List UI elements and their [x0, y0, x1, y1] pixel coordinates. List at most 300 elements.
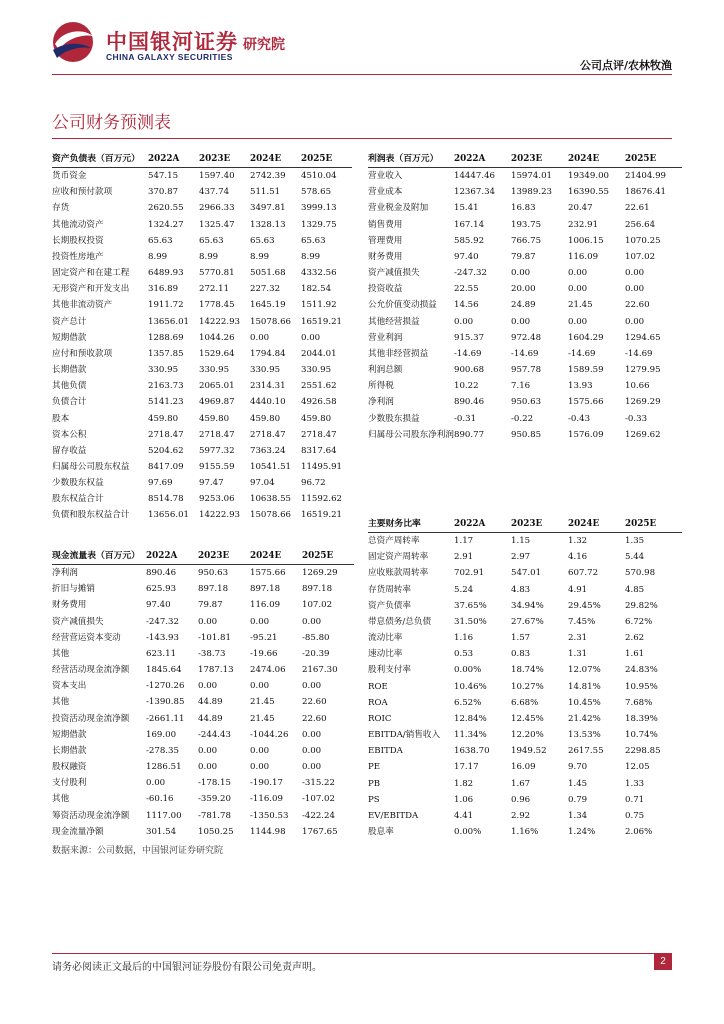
row-label: 资产减值损失	[368, 268, 420, 279]
cell-value: 972.48	[511, 332, 542, 343]
cell-value: 0.00	[454, 316, 474, 327]
cell-value: -1390.85	[146, 697, 185, 708]
column-header: 2024E	[250, 151, 301, 168]
cell-value: 20.47	[568, 203, 593, 214]
cell-value: 193.75	[511, 219, 542, 230]
table-row	[368, 233, 682, 249]
row-label: 投资活动现金流净额	[52, 713, 130, 724]
row-label: EV/EBITDA	[368, 810, 419, 821]
cell-value: 21.45	[568, 300, 593, 311]
row-label: 净利润	[368, 397, 394, 408]
row-label: 长期借款	[52, 365, 87, 376]
cell-value: 0.53	[454, 649, 474, 660]
table-row	[368, 630, 682, 646]
cell-value: 2742.39	[250, 171, 286, 182]
cell-value: 897.18	[250, 584, 281, 595]
cell-value: 3999.13	[301, 203, 337, 214]
cell-value: 7.45%	[568, 616, 596, 627]
table-row	[368, 727, 682, 743]
cell-value: 2.97	[511, 552, 531, 563]
cell-value: -1270.26	[146, 681, 185, 692]
cell-value: 34.94%	[511, 600, 544, 611]
row-label: 速动比率	[368, 649, 403, 660]
row-label: 留存收益	[52, 445, 87, 456]
logo-chinese-name: 中国银河证券	[106, 30, 238, 54]
row-label: 投资收益	[368, 284, 403, 295]
cell-value: 24.89	[511, 300, 536, 311]
cell-value: 6.72%	[625, 616, 653, 627]
cell-value: 1.45	[568, 778, 588, 789]
row-label: ROE	[368, 681, 388, 692]
cell-value: 0.00	[302, 729, 322, 740]
cell-value: 2551.62	[301, 381, 337, 392]
cell-value: -116.09	[250, 794, 283, 805]
cell-value: 2314.31	[250, 381, 286, 392]
cell-value: 7.68%	[625, 697, 653, 708]
cell-value: 0.00	[250, 332, 270, 343]
row-label: 其他	[52, 794, 70, 805]
cell-value: 65.63	[148, 235, 173, 246]
table-row	[368, 330, 682, 346]
cell-value: 16390.55	[568, 187, 610, 198]
table-row	[52, 443, 352, 459]
cell-value: 29.45%	[568, 600, 601, 611]
cell-value: 169.00	[146, 729, 177, 740]
cell-value: 6489.93	[148, 268, 184, 279]
cell-value: 97.40	[146, 600, 171, 611]
cell-value: 2.92	[511, 810, 531, 821]
cell-value: 10.27%	[511, 681, 544, 692]
cell-value: 915.37	[454, 332, 485, 343]
table-row	[52, 427, 352, 443]
cell-value: 232.91	[568, 219, 599, 230]
report-type: 公司点评/农林牧渔	[579, 59, 672, 72]
cell-value: -190.17	[250, 778, 283, 789]
cell-value: 625.93	[146, 584, 177, 595]
cell-value: 0.00	[568, 284, 588, 295]
row-label: 投资性房地产	[52, 251, 104, 262]
cell-value: 0.00	[511, 268, 531, 279]
row-label: 所得税	[368, 381, 394, 392]
cell-value: 22.60	[302, 713, 327, 724]
cell-value: 19349.00	[568, 171, 610, 182]
cell-value: 2718.47	[301, 429, 337, 440]
cell-value: 97.47	[199, 478, 224, 489]
cell-value: 459.80	[301, 413, 332, 424]
cell-value: 22.55	[454, 284, 479, 295]
table-row	[52, 233, 352, 249]
table-row	[368, 582, 682, 598]
row-label: 公允价值变动损益	[368, 300, 437, 311]
cell-value: 0.00	[302, 762, 322, 773]
cell-value: 459.80	[148, 413, 179, 424]
cell-value: 1070.25	[625, 235, 661, 246]
cell-value: -0.43	[568, 413, 591, 424]
table-row	[52, 775, 354, 791]
column-header: 2025E	[625, 151, 682, 168]
row-label: 短期借款	[52, 729, 87, 740]
cell-value: 5977.32	[199, 445, 235, 456]
cell-value: 256.64	[625, 219, 656, 230]
cell-value: 511.51	[250, 187, 281, 198]
row-label: 长期股权投资	[52, 235, 104, 246]
row-label: 资产减值损失	[52, 616, 104, 627]
cell-value: 2163.73	[148, 381, 184, 392]
row-label: 其他负债	[52, 381, 87, 392]
cell-value: 13989.23	[511, 187, 553, 198]
source-note: 数据来源：公司数据，中国银河证券研究院	[52, 846, 224, 856]
cell-value: 44.89	[198, 697, 223, 708]
cell-value: 6.68%	[511, 697, 539, 708]
cell-value: 0.00	[568, 268, 588, 279]
row-label: 净利润	[52, 568, 78, 579]
cell-value: -143.93	[146, 632, 179, 643]
table-row	[52, 565, 354, 582]
cell-value: -0.22	[511, 413, 534, 424]
row-label: 资本支出	[52, 681, 87, 692]
cell-value: 459.80	[250, 413, 281, 424]
cell-value: 585.92	[454, 235, 485, 246]
table-row	[52, 630, 354, 646]
cell-value: 65.63	[301, 235, 326, 246]
table-row	[52, 200, 352, 216]
column-header: 2022A	[454, 151, 511, 168]
row-label: 销售费用	[368, 219, 403, 230]
cell-value: 10.95%	[625, 681, 658, 692]
cell-value: 0.00	[198, 681, 218, 692]
table-row	[368, 565, 682, 581]
cell-value: -95.21	[250, 632, 278, 643]
cell-value: 0.00	[198, 616, 218, 627]
table-row	[52, 168, 352, 185]
cell-value: 1.06	[454, 794, 474, 805]
cell-value: 16519.21	[301, 316, 343, 327]
cell-value: 1357.85	[148, 348, 184, 359]
table-row	[368, 598, 682, 614]
cell-value: 1.31	[568, 649, 588, 660]
cell-value: 21404.99	[625, 171, 667, 182]
logo-institute: 研究院	[243, 37, 285, 53]
cell-value: -244.43	[198, 729, 231, 740]
row-label: 股息率	[368, 826, 394, 837]
row-label: 筹资活动现金流净额	[52, 810, 130, 821]
cell-value: 5.44	[625, 552, 645, 563]
cell-value: 623.11	[146, 648, 177, 659]
cell-value: 10.74%	[625, 730, 658, 741]
row-label: 股本	[52, 413, 70, 424]
cell-value: 1.24%	[568, 826, 596, 837]
table-title: 利润表（百万元）	[368, 151, 454, 168]
table-row	[368, 200, 682, 216]
cell-value: 1767.65	[302, 826, 338, 837]
cell-value: 9155.59	[199, 461, 235, 472]
table-row	[368, 662, 682, 678]
column-header: 2025E	[625, 516, 682, 533]
cell-value: 702.91	[454, 568, 485, 579]
table-row	[52, 475, 352, 491]
cell-value: 4926.58	[301, 397, 337, 408]
cell-value: 16.09	[511, 762, 536, 773]
page-number: 2	[654, 954, 672, 970]
cell-value: 65.63	[250, 235, 275, 246]
cash-flow-table	[52, 548, 354, 840]
cell-value: 10638.55	[250, 494, 292, 505]
table-row	[368, 378, 682, 394]
cell-value: 570.98	[625, 568, 656, 579]
column-header: 2023E	[511, 516, 568, 533]
cell-value: 1117.00	[146, 810, 182, 821]
balance-sheet-table	[52, 151, 352, 524]
cell-value: 15.41	[454, 203, 479, 214]
row-label: 其他	[52, 697, 70, 708]
cell-value: 890.77	[454, 429, 485, 440]
table-row	[52, 507, 352, 523]
cell-value: 890.46	[146, 568, 177, 579]
cell-value: 10.66	[625, 381, 650, 392]
column-header: 2025E	[302, 548, 354, 565]
cell-value: 1324.27	[148, 219, 184, 230]
cell-value: 0.00	[302, 681, 322, 692]
cell-value: -0.31	[454, 413, 477, 424]
cell-value: 12.84%	[454, 713, 487, 724]
cell-value: 1050.25	[198, 826, 234, 837]
row-label: ROIC	[368, 713, 392, 724]
cell-value: 8514.78	[148, 494, 184, 505]
table-row	[52, 727, 354, 743]
cell-value: 5141.23	[148, 397, 184, 408]
cell-value: 21.42%	[568, 713, 601, 724]
row-label: PS	[368, 794, 380, 805]
cell-value: 2718.47	[250, 429, 286, 440]
footer-divider	[52, 953, 672, 954]
cell-value: 13656.01	[148, 316, 190, 327]
cell-value: 1794.84	[250, 348, 286, 359]
cell-value: 4.41	[454, 810, 474, 821]
cell-value: 0.83	[511, 649, 531, 660]
cell-value: 1.16	[454, 633, 474, 644]
cell-value: 116.09	[250, 600, 281, 611]
table-title: 资产负债表（百万元）	[52, 151, 148, 168]
table-row	[52, 711, 354, 727]
row-label: 其他经营损益	[368, 316, 420, 327]
column-header: 2023E	[198, 548, 250, 565]
cell-value: 7363.24	[250, 445, 286, 456]
cell-value: 0.00	[250, 681, 270, 692]
cell-value: 1294.65	[625, 332, 661, 343]
cell-value: 227.32	[250, 284, 281, 295]
table-row	[368, 808, 682, 824]
cell-value: 15078.66	[250, 316, 292, 327]
cell-value: 21.45	[250, 713, 275, 724]
cell-value: 4.83	[511, 584, 531, 595]
table-row	[368, 346, 682, 362]
table-row	[52, 491, 352, 507]
cell-value: 0.79	[568, 794, 588, 805]
section-title: 公司财务预测表	[52, 113, 171, 133]
row-label: 营业成本	[368, 187, 403, 198]
cell-value: 4.85	[625, 584, 645, 595]
cell-value: 1286.51	[146, 762, 182, 773]
cell-value: 18.74%	[511, 665, 544, 676]
cell-value: 370.87	[148, 187, 179, 198]
cell-value: 1.61	[625, 649, 645, 660]
cell-value: 10.46%	[454, 681, 487, 692]
table-row	[368, 695, 682, 711]
cell-value: 116.09	[568, 251, 599, 262]
table-row	[52, 694, 354, 710]
table-row	[52, 297, 352, 313]
cell-value: 1845.64	[146, 665, 182, 676]
table-row	[368, 362, 682, 378]
table-title: 主要财务比率	[368, 516, 454, 533]
table-row	[368, 679, 682, 695]
cell-value: 22.61	[625, 203, 650, 214]
cell-value: 1269.29	[302, 568, 338, 579]
row-label: 营业利润	[368, 332, 403, 343]
cell-value: -781.78	[198, 810, 231, 821]
cell-value: 107.02	[625, 251, 656, 262]
cell-value: 3497.81	[250, 203, 286, 214]
cell-value: -14.69	[454, 348, 482, 359]
cell-value: 0.00	[625, 316, 645, 327]
row-label: 货币资金	[52, 171, 87, 182]
cell-value: 14.81%	[568, 681, 601, 692]
cell-value: 14447.46	[454, 171, 496, 182]
cell-value: 1511.92	[301, 300, 337, 311]
table-row	[368, 427, 682, 443]
cell-value: 1589.59	[568, 365, 604, 376]
cell-value: 2620.55	[148, 203, 184, 214]
cell-value: 2065.01	[199, 381, 235, 392]
cell-value: 1325.47	[199, 219, 235, 230]
cell-value: 65.63	[199, 235, 224, 246]
cell-value: 5770.81	[199, 268, 235, 279]
cell-value: 316.89	[148, 284, 179, 295]
row-label: 折旧与摊销	[52, 584, 95, 595]
row-label: 应收和预付款项	[52, 187, 113, 198]
cell-value: -247.32	[454, 268, 487, 279]
row-label: 资产负债率	[368, 600, 411, 611]
row-label: PE	[368, 762, 381, 773]
table-row	[368, 776, 682, 792]
cell-value: 4969.87	[199, 397, 235, 408]
row-label: 存货周转率	[368, 584, 411, 595]
cell-value: -178.15	[198, 778, 231, 789]
cell-value: 22.60	[625, 300, 650, 311]
cell-value: 1288.69	[148, 332, 184, 343]
cell-value: 2.06%	[625, 826, 653, 837]
cell-value: 29.82%	[625, 600, 658, 611]
cell-value: 890.46	[454, 397, 485, 408]
cell-value: 272.11	[199, 284, 230, 295]
row-label: 负债和股东权益合计	[52, 510, 130, 521]
cell-value: -107.02	[302, 794, 335, 805]
cell-value: 1.15	[511, 536, 531, 547]
cell-value: 766.75	[511, 235, 542, 246]
cell-value: 2718.47	[199, 429, 235, 440]
cell-value: 15078.66	[250, 510, 292, 521]
cell-value: 957.78	[511, 365, 542, 376]
cell-value: 44.89	[198, 713, 223, 724]
table-header-row	[368, 516, 682, 533]
cell-value: -247.32	[146, 616, 179, 627]
cell-value: 22.60	[302, 697, 327, 708]
title-divider	[52, 138, 672, 139]
table-row	[52, 597, 354, 613]
row-label: 归属母公司股东净利润	[368, 429, 454, 440]
cell-value: 5204.62	[148, 445, 184, 456]
cell-value: 17.17	[454, 762, 479, 773]
cell-value: 14.56	[454, 300, 479, 311]
cell-value: 547.15	[148, 171, 179, 182]
cell-value: 5.24	[454, 584, 474, 595]
row-label: 资本公积	[52, 429, 87, 440]
table-row	[52, 662, 354, 678]
cell-value: 2617.55	[568, 746, 604, 757]
cell-value: 12.07%	[568, 665, 601, 676]
row-label: 其他	[52, 648, 70, 659]
cell-value: 0.00	[250, 762, 270, 773]
cell-value: 950.63	[198, 568, 229, 579]
row-label: 存货	[52, 203, 70, 214]
cell-value: -85.80	[302, 632, 330, 643]
cell-value: 11.34%	[454, 730, 487, 741]
cell-value: 459.80	[199, 413, 230, 424]
cell-value: 12.45%	[511, 713, 544, 724]
cell-value: 2.31	[568, 633, 588, 644]
table-row	[368, 533, 682, 550]
cell-value: 1638.70	[454, 746, 490, 757]
header-divider	[52, 74, 672, 75]
table-row	[52, 378, 352, 394]
cell-value: 2474.06	[250, 665, 286, 676]
cell-value: 1.57	[511, 633, 531, 644]
cell-value: -359.20	[198, 794, 231, 805]
cell-value: 5051.68	[250, 268, 286, 279]
cell-value: 4.91	[568, 584, 588, 595]
cell-value: 10.22	[454, 381, 479, 392]
row-label: 无形资产和开发支出	[52, 284, 130, 295]
cell-value: 7.16	[511, 381, 531, 392]
table-row	[52, 184, 352, 200]
table-row	[52, 824, 354, 840]
cell-value: -19.66	[250, 648, 278, 659]
cell-value: 18.39%	[625, 713, 658, 724]
cell-value: 0.75	[625, 810, 645, 821]
cell-value: 4510.04	[301, 171, 337, 182]
cell-value: 1778.45	[199, 300, 235, 311]
table-row	[52, 581, 354, 597]
row-label: 负债合计	[52, 397, 87, 408]
row-label: 财务费用	[52, 600, 87, 611]
cell-value: 2.91	[454, 552, 474, 563]
cell-value: 13656.01	[148, 510, 190, 521]
row-label: 固定资产周转率	[368, 552, 429, 563]
row-label: 流动比率	[368, 633, 403, 644]
table-row	[52, 249, 352, 265]
cell-value: 4440.10	[250, 397, 286, 408]
financial-ratios-table	[368, 516, 682, 840]
cell-value: -38.73	[198, 648, 226, 659]
table-row	[368, 411, 682, 427]
cell-value: -1350.53	[250, 810, 289, 821]
table-row	[52, 459, 352, 475]
row-label: 总资产周转率	[368, 536, 420, 547]
cell-value: -315.22	[302, 778, 335, 789]
cell-value: 1.16%	[511, 826, 539, 837]
table-row	[368, 217, 682, 233]
cell-value: 0.00	[302, 745, 322, 756]
